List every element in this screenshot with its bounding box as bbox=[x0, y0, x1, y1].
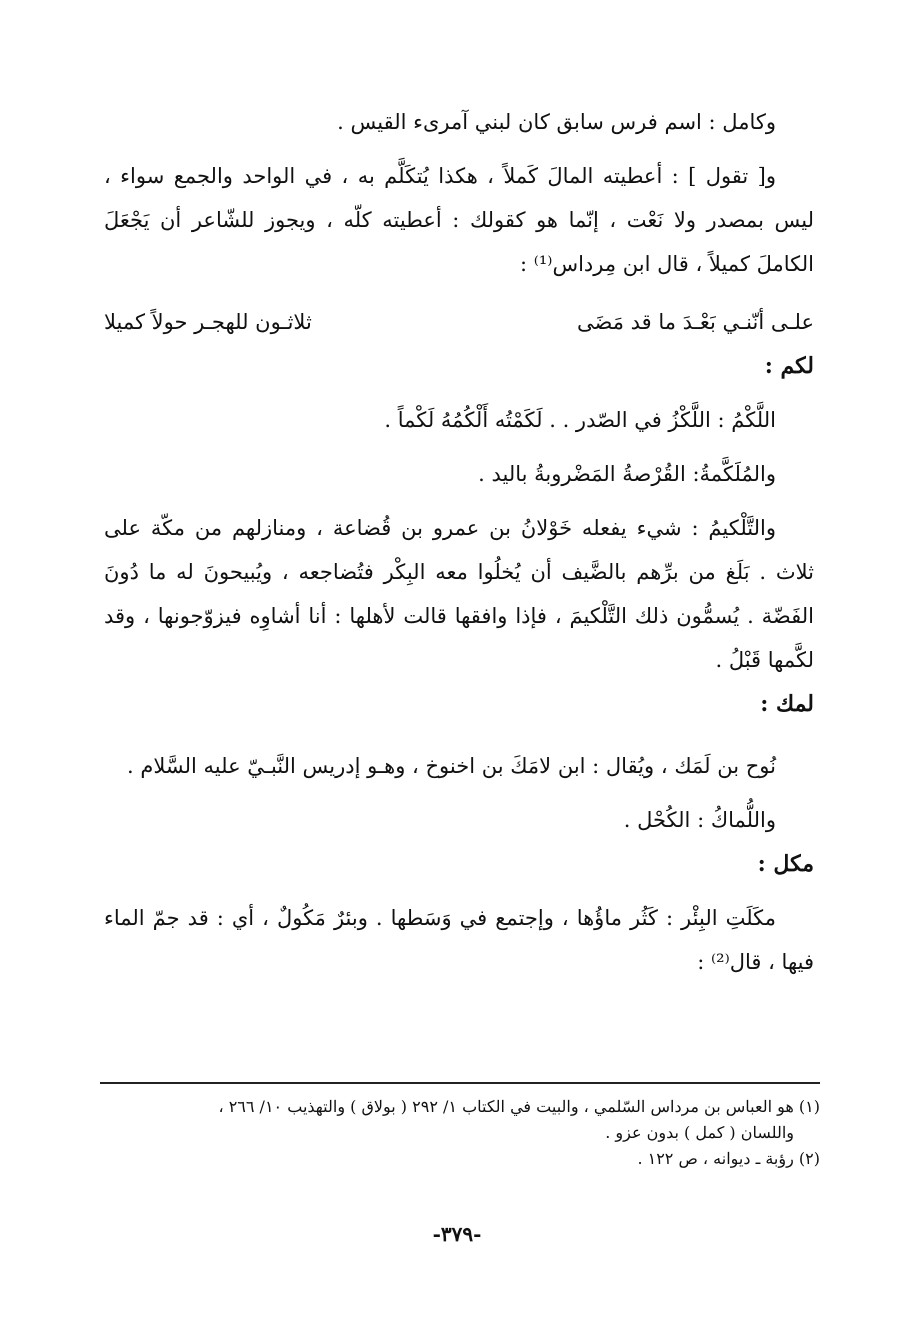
paragraph-nuh: نُوح بن لَمَك ، ويُقال : ابن لامَكَ بن اخنوخ ، وهـو إدريس النَّبـيّ عليه السَّلام . bbox=[127, 754, 776, 778]
paragraph-mulkama: والمُلَكَّمةُ: القُرْصةُ المَضْروبةُ باليد . bbox=[478, 462, 776, 486]
paragraph-lumak: واللُّماكُ : الكُحْل . bbox=[623, 808, 776, 832]
footnote-2: (٢) رؤبة ـ ديوانه ، ص ١٢٢ . bbox=[637, 1149, 820, 1168]
footnote-1: (١) هو العباس بن مرداس السّلمي ، والبيت في الكتاب ١/ ٢٩٢ ( بولاق ) والتهذيب ١٠/ ٢٦٦ ، bbox=[218, 1097, 820, 1116]
paragraph-lukm: اللَّكْمُ : اللَّكْزُ في الصّدر . . لَكَمْتُه أَلْكُمُهُ لَكْماً . bbox=[384, 408, 776, 432]
footnotes bbox=[100, 1082, 820, 1172]
paragraph-kamil-horse: وكامل : اسم فرس سابق كان لبني آمرىء القيس . bbox=[337, 110, 776, 134]
poetry-verse bbox=[104, 300, 814, 344]
page-number: -٣٧٩- bbox=[432, 1222, 482, 1246]
entry-heading-lakum: لكم : bbox=[764, 353, 814, 379]
paragraph-talkeem: والتَّلْكيمُ : شيء يفعله خَوْلانُ بن عمرو بن قُضاعة ، ومنازلهم من مكّة على ثلاث . بَلَغ من برِّهم بالضَّيف أن يُخلُوا معه البِكْر فتُضاجعه ، ويُبيحونَ له ما دُونَ الفَضّة . يُسمُّون ذلك التَّلْكيمَ ، فإذا وافقها قالت لأهلها : أنا أشاوِه فيزوّجونها ، وقد لكَّمها قَبْلُ . bbox=[104, 516, 814, 672]
paragraph-makalat: مكَلَتِ البِئْر : كَثُر ماؤُها ، وإجتمع في وَسَطها . وبئرٌ مَكُولٌ ، أي : قد جمّ الماء فيها ، قال⁽²⁾ : bbox=[104, 906, 814, 974]
entry-heading-makal: مكل : bbox=[757, 851, 814, 877]
verse-second-hemistich: ثلاثـون للهجـر حولاً كميلا bbox=[104, 310, 312, 334]
footnote-1-continuation: واللسان ( كمل ) بدون عزو . bbox=[605, 1123, 794, 1142]
paragraph-taqul: و[ تقول ] : أعطيته المالَ كَملاً ، هكذا يُتكَلَّم به ، في الواحد والجمع سواء ، ليس بمصدر ولا نَعْت ، إنّما هو كقولك : أعطيته كلّه ، ويجوز للشّاعر أن يَجْعَلَ الكاملَ كميلاً ، قال ابن مِرداس⁽¹⁾ : bbox=[104, 164, 814, 276]
entry-heading-lamak: لمك : bbox=[760, 691, 814, 717]
verse-first-hemistich: علـى أنّنـي بَعْـدَ ما قد مَضَى bbox=[576, 310, 814, 334]
